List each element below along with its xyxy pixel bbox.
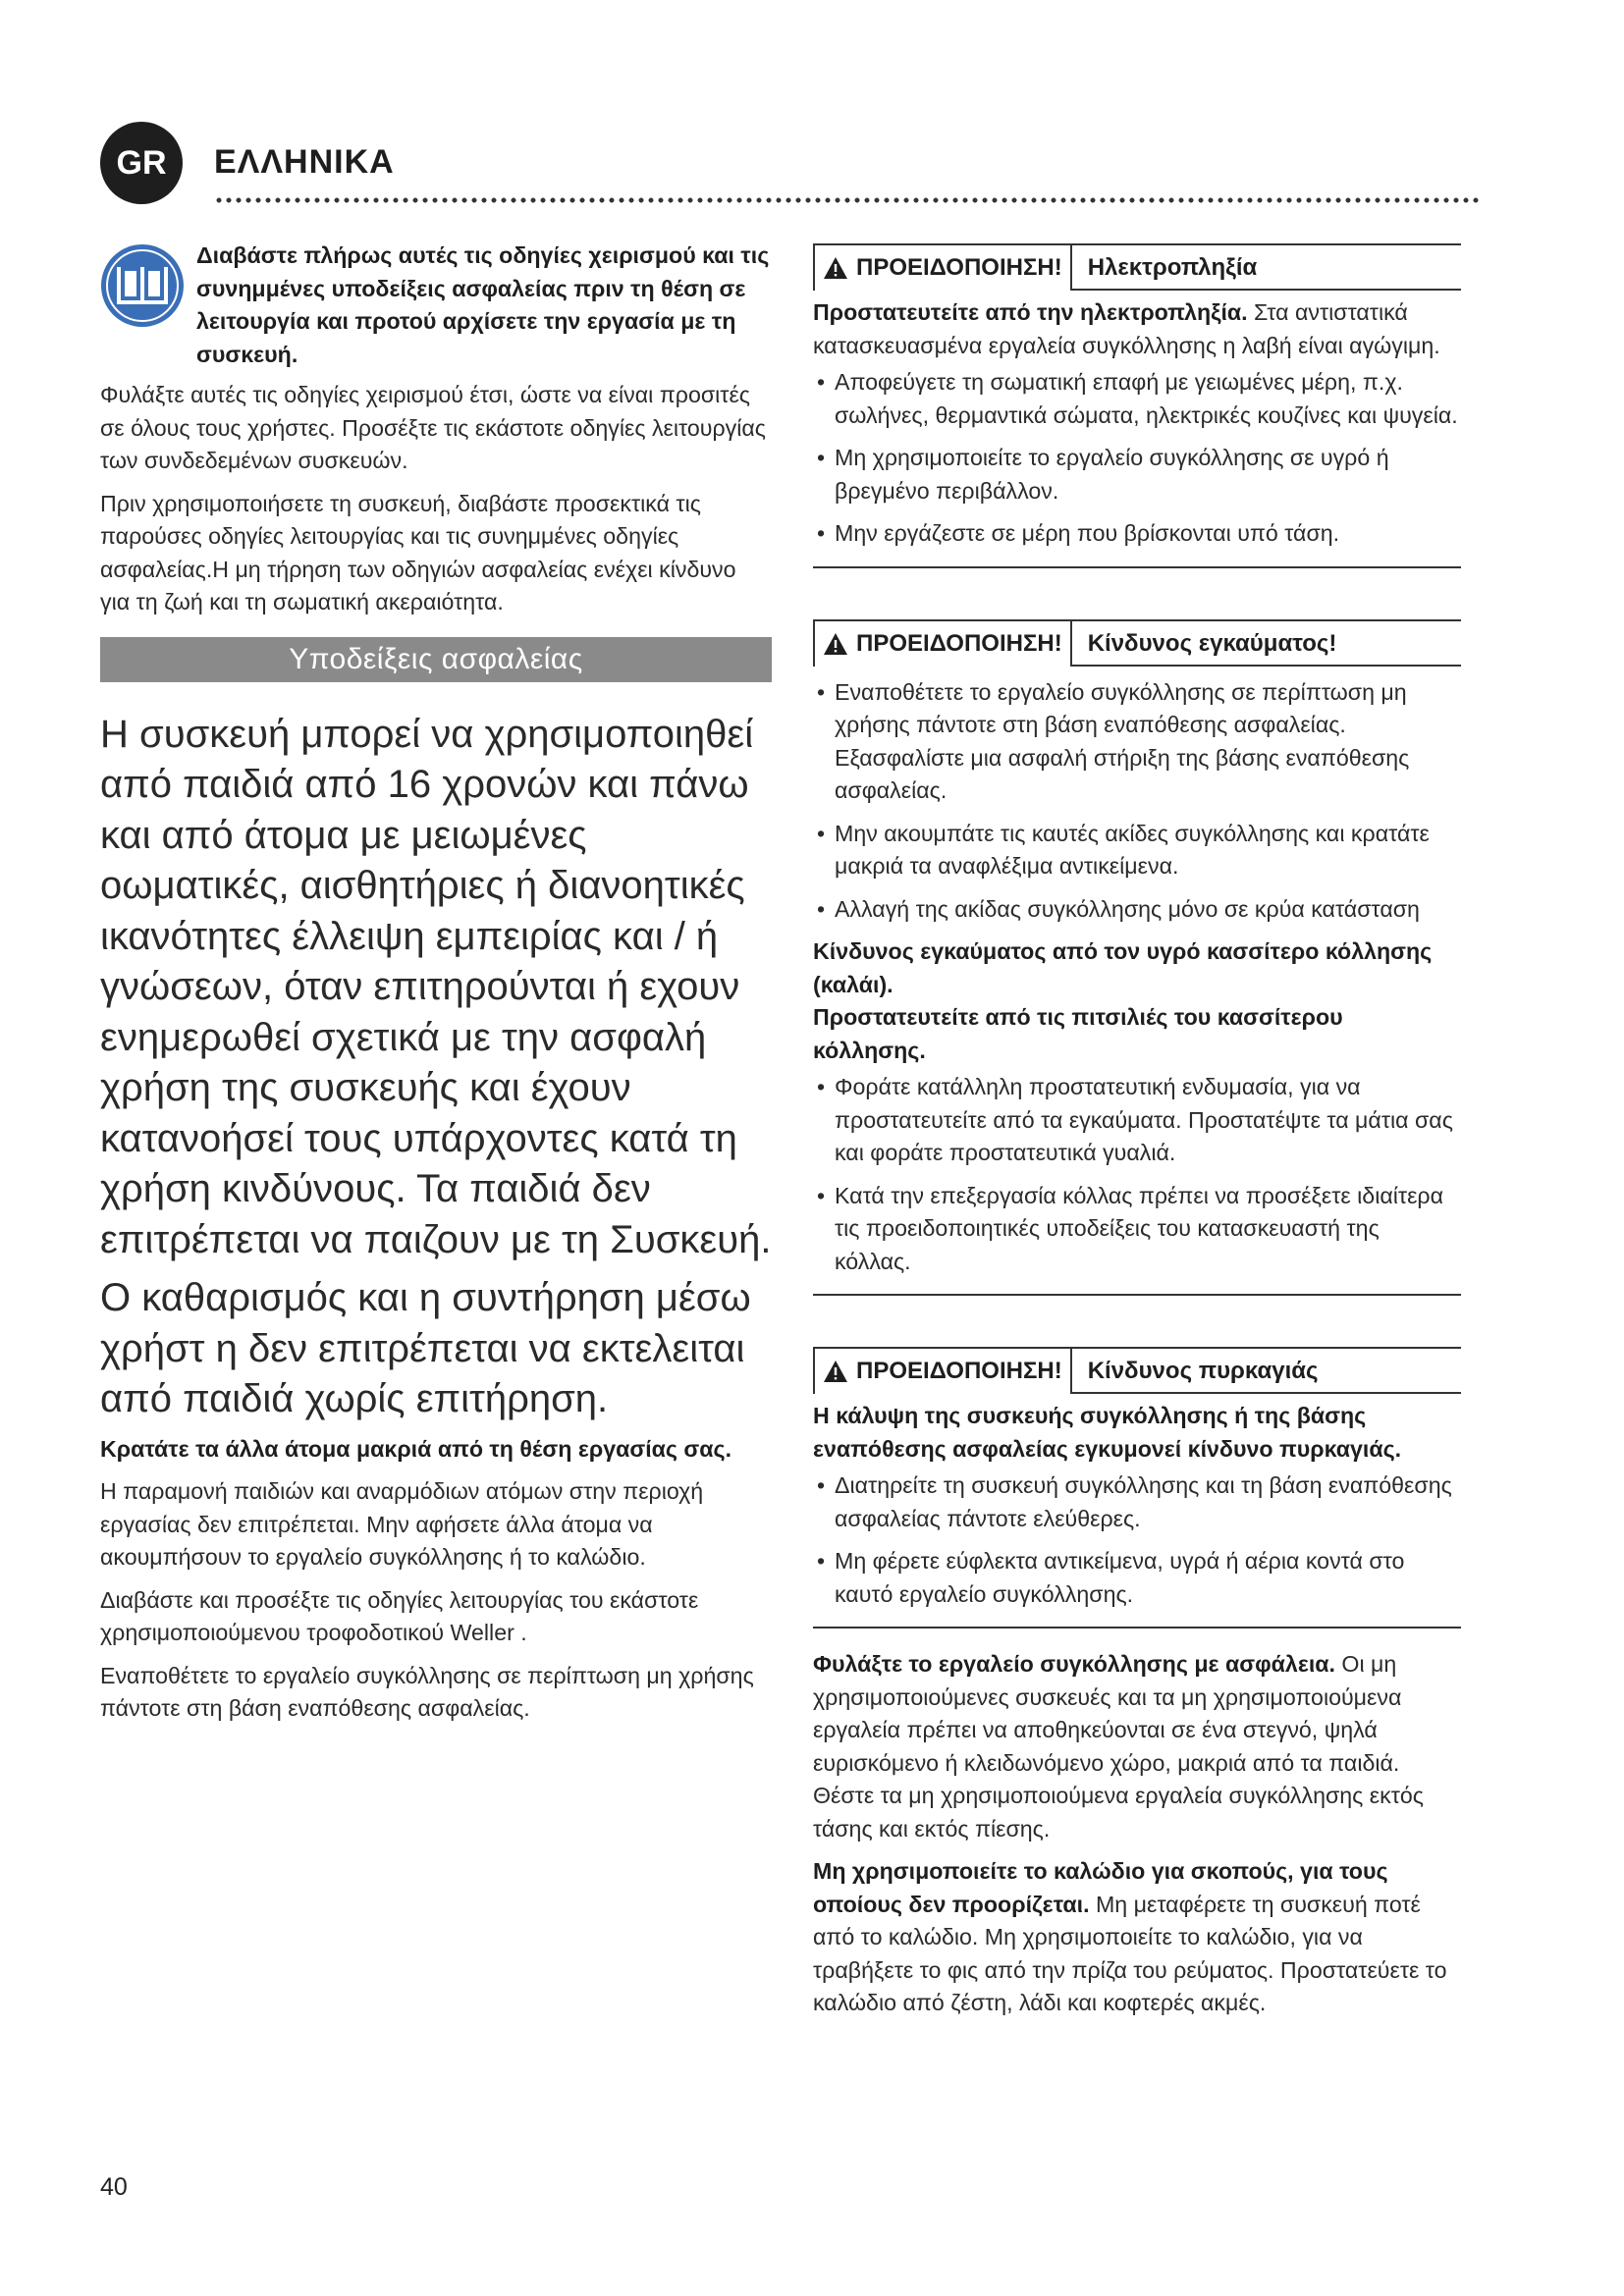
warning-bottom-rule: [813, 561, 1461, 568]
warning-fire-hazard: [813, 1343, 1461, 1629]
list-item: • Διατηρείτε τη συσκευή συγκόλλησης και τη βάση εναπόθεσης ασφαλείας πάντοτε ελεύθερες.: [813, 1469, 1461, 1535]
warning-lead-text: Στα αντιστατικά κατασκευασμένα εργαλεία συγκόλλησης η λαβή είναι αγώγιμη.: [813, 299, 1440, 358]
warning-label-text: ΠΡΟΕΙΔΟΠΟΙΗΣΗ!: [856, 629, 1062, 657]
book-icon: [100, 243, 185, 328]
dotted-divider: [214, 196, 1481, 204]
paragraph-read-carefully: Πριν χρησιμοποιήσετε τη συσκευή, διαβάστε προσεκτικά τις παρούσες οδηγίες λειτουργίας και τις συνημμένες οδηγίες ασφαλείας.Η μη τήρηση των οδηγιών ασφαλείας ενέχει κίνδυνο για τη ζωή και τη σωματική ακεραιότητα.: [100, 490, 736, 614]
warning-lead-bold: Προστατευτείτε από την ηλεκτροπληξία.: [813, 299, 1248, 325]
intro-block: [100, 240, 772, 371]
paragraph-cable-use: [813, 1855, 1461, 2020]
warning-topic: Κίνδυνος πυρκαγιάς: [1072, 1347, 1461, 1394]
list-item: • Κατά την επεξεργασία κόλλας πρέπει να προσέξετε ιδιαίτερα τις προειδοποιητικές υποδείξεις του κατασκευαστή της κόλλας.: [813, 1180, 1461, 1279]
warning-bullet-list: [813, 366, 1461, 551]
warning-body: [813, 291, 1461, 551]
cable-use-text: Μη μεταφέρετε τη συσκευή ποτέ από το καλώδιο. Μη χρησιμοποιείτε το καλώδιο, για να τραβήξετε το φις από την πρίζα του ρεύματος. Προστατεύετε το καλώδιο από ζέστη, λάδι και κοφτερές ακμές.: [813, 1891, 1447, 2015]
list-item: • Μην ακουμπάτε τις καυτές ακίδες συγκόλλησης και κρατάτε μακριά τα αναφλέξιμα αντικείμενα.: [813, 818, 1461, 883]
paragraph-store-safely: [813, 1648, 1461, 1845]
warning-label: [813, 619, 1072, 667]
section-title-bar: Υποδείξεις ασφαλείας: [100, 637, 772, 682]
paragraph-storage-stand: Εναποθέτετε το εργαλείο συγκόλλησης σε περίπτωση μη χρήσης πάντοτε στη βάση εναπόθεσης ασφαλείας.: [100, 1662, 754, 1721]
left-column: [100, 240, 772, 1735]
warning-bottom-rule: [813, 1621, 1461, 1629]
warning-body: [813, 1394, 1461, 1611]
store-safely-bold: Φυλάξτε το εργαλείο συγκόλλησης με ασφάλεια.: [813, 1651, 1335, 1677]
list-item: • Μη φέρετε εύφλεκτα αντικείμενα, υγρά ή αέρια κοντά στο καυτό εργαλείο συγκόλλησης.: [813, 1545, 1461, 1611]
warning-lead-bold: Η κάλυψη της συσκευής συγκόλλησης ή της βάσης εναπόθεσης ασφαλείας εγκυμονεί κίνδυνο πυρκαγιάς.: [813, 1403, 1402, 1462]
warning-bottom-rule: [813, 1288, 1461, 1296]
warning-header: [813, 615, 1461, 667]
warning-header: [813, 1343, 1461, 1394]
list-item: • Μην εργάζεστε σε μέρη που βρίσκονται υπό τάση.: [813, 517, 1461, 551]
warning-bullet-list: [813, 1071, 1461, 1278]
warning-triangle-icon: [823, 632, 848, 656]
paragraph-children-presence: Η παραμονή παιδιών και αναρμόδιων ατόμων στην περιοχή εργασίας δεν επιτρέπεται. Μην αφήσετε άλλα άτομα να ακουμπήσουν το εργαλείο συγκόλλησης ή το καλώδιο.: [100, 1478, 704, 1570]
warning-triangle-icon: [823, 256, 848, 280]
page-header: [100, 122, 1481, 210]
children-use-notice: Η συσκευή μπορεί να χρησιμοποιηθεί από παιδιά από 16 χρονών και πάνω και από άτομα με μειωμένες οωματικές, αισθητήριες ή διανοητικές ικανότητες έλλειψη εμπειρίας και / ή γνώσεων, όταν επιτηρούνται ή εχουν ενημερωθεί σχετικά με την ασφαλή χρήση της συσκευής και έχουν κατανοήσεί τους υπάρχοντες κατά τη χρήση κινδύνους. Τα παιδιά δεν επιτρέπεται να παιζουν με τη Συσκευή.: [100, 712, 772, 1261]
paragraph-keep-instructions: Φυλάξτε αυτές τις οδηγίες χειρισμού έτσι, ώστε να είναι προσιτές σε όλους τους χρήστες. Προσέξτε τις εκάστοτε οδηγίες λειτουργίας των συνδεδεμένων συσκευών.: [100, 382, 766, 473]
cable-use-bold: Μη χρησιμοποιείτε το καλώδιο για σκοπούς, για τους οποίους δεν προορίζεται.: [813, 1858, 1388, 1917]
right-column: [813, 240, 1461, 2030]
warning-topic: Ηλεκτροπληξία: [1072, 243, 1461, 291]
intro-instruction: Διαβάστε πλήρως αυτές τις οδηγίες χειρισμού και τις συνημμένες υποδείξεις ασφαλείας πριν τη θέση σε λειτουργία και προτού αρχίσετε την εργασία με τη συσκευή.: [196, 242, 770, 367]
warning-label: [813, 243, 1072, 291]
keep-others-away-heading: Κρατάτε τα άλλα άτομα μακριά από τη θέση εργασίας σας.: [100, 1435, 732, 1462]
warning-body: [813, 667, 1461, 1279]
warning-label: [813, 1347, 1072, 1394]
warning-bullet-list: [813, 676, 1461, 927]
paragraph-power-supply: Διαβάστε και προσέξτε τις οδηγίες λειτουργίας του εκάστοτε χρησιμοποιούμενου τροφοδοτικού Weller .: [100, 1586, 699, 1645]
language-badge: GR: [100, 122, 183, 204]
warning-label-text: ΠΡΟΕΙΔΟΠΟΙΗΣΗ!: [856, 1358, 1062, 1384]
warning-bullet-list: [813, 1469, 1461, 1611]
warning-label-text: ΠΡΟΕΙΔΟΠΟΙΗΣΗ!: [856, 254, 1062, 281]
list-item: • Φοράτε κατάλληλη προστατευτική ενδυμασία, για να προστατευτείτε από τα εγκαύματα. Προστατέψτε τα μάτια σας και φοράτε προστατευτικά γυαλιά.: [813, 1071, 1461, 1170]
solder-splash-heading: Προστατευτείτε από τις πιτσιλιές του κασσίτερου κόλλησης.: [813, 1004, 1343, 1063]
store-safely-text: Οι μη χρησιμοποιούμενες συσκευές και τα μη χρησιμοποιούμενα εργαλεία πρέπει να αποθηκεύονται σε ένα στεγνό, ψηλά ευρισκόμενο ή κλειδωνόμενο χώρο, μακριά από τα παιδιά. Θέστε τα μη χρησιμοποιούμενα εργαλεία συγκόλλησης εκτός τάσης και εκτός πίεσης.: [813, 1651, 1424, 1842]
warning-triangle-icon: [823, 1360, 848, 1383]
cleaning-notice: Ο καθαρισμός και η συντήρηση μέσω χρήστ η δεν επιτρέπεται να εκτελειται από παιδιά χωρίς επιτήρηση.: [100, 1276, 751, 1420]
list-item: • Αλλαγή της ακίδας συγκόλλησης μόνο σε κρύα κατάσταση: [813, 893, 1461, 927]
warning-electric-shock: [813, 240, 1461, 568]
warning-topic: Κίνδυνος εγκαύματος!: [1072, 619, 1461, 667]
language-title: ΕΛΛΗΝΙΚΑ: [214, 143, 395, 181]
page-number: 40: [100, 2173, 128, 2201]
list-item: • Αποφεύγετε τη σωματική επαφή με γειωμένες μέρη, π.χ. σωλήνες, θερμαντικά σώματα, ηλεκτρικές κουζίνες και ψυγεία.: [813, 366, 1461, 432]
warning-header: [813, 240, 1461, 291]
list-item: • Εναποθέτετε το εργαλείο συγκόλλησης σε περίπτωση μη χρήσης πάντοτε στη βάση εναπόθεσης ασφαλείας. Εξασφαλίστε μια ασφαλή στήριξη της βάσης εναπόθεσης ασφαλείας.: [813, 676, 1461, 808]
warning-burn-hazard: [813, 615, 1461, 1297]
burn-liquid-solder-heading: Κίνδυνος εγκαύματος από τον υγρό κασσίτερο κόλλησης (καλάι).: [813, 938, 1433, 997]
list-item: • Μη χρησιμοποιείτε το εργαλείο συγκόλλησης σε υγρό ή βρεγμένο περιβάλλον.: [813, 442, 1461, 507]
